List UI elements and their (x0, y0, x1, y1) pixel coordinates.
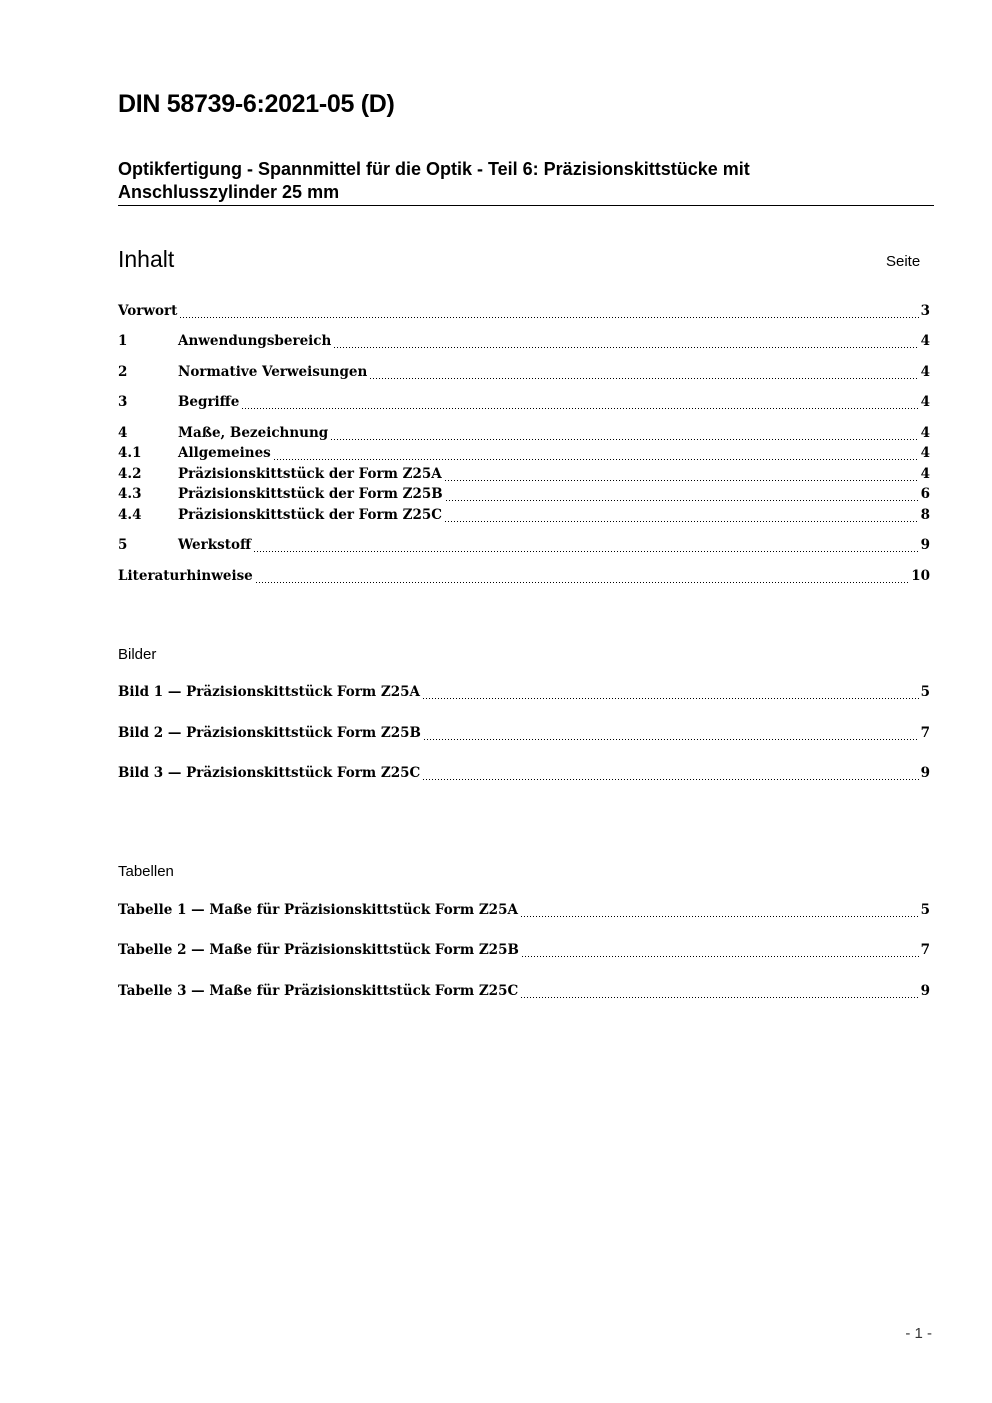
figure-entry-label: Bild 2 — Präzisionskittstück Form Z25B (118, 725, 421, 741)
dot-leader (444, 480, 919, 481)
toc-entry-label: Präzisionskittstück der Form Z25B (178, 486, 443, 502)
figure-entry-3[interactable] (118, 765, 930, 785)
toc-entry-page: 4 (920, 333, 930, 349)
toc-entry-label: Normative Verweisungen (178, 364, 368, 380)
toc-entry-page: 6 (920, 486, 930, 502)
dot-leader (255, 582, 909, 583)
table-entry-page: 9 (920, 983, 930, 999)
toc-entry-3[interactable] (118, 394, 930, 414)
toc-entry-number: 2 (118, 364, 128, 380)
toc-entry-5[interactable] (118, 537, 930, 557)
toc-entry-4-3[interactable] (118, 486, 930, 506)
toc-entry-page: 10 (911, 568, 930, 584)
toc-entry-4-2[interactable] (118, 466, 930, 486)
figure-entry-label: Bild 1 — Präzisionskittstück Form Z25A (118, 684, 420, 700)
dot-leader (521, 956, 919, 957)
toc-entry-page: 4 (920, 445, 930, 461)
toc-entry-page: 8 (920, 507, 930, 523)
toc-entry-number: 4.2 (118, 466, 142, 482)
toc-entry-number: 3 (118, 394, 128, 410)
dot-leader (273, 459, 919, 460)
toc-entry-page: 4 (920, 394, 930, 410)
toc-entry-number: 4 (118, 425, 128, 441)
toc-entry-4[interactable] (118, 425, 930, 445)
dot-leader (369, 378, 918, 379)
figure-entry-1[interactable] (118, 684, 930, 704)
toc-entry-1[interactable] (118, 333, 930, 353)
figure-entry-page: 5 (920, 684, 930, 700)
table-entry-page: 5 (920, 902, 930, 918)
page-column-label: Seite (886, 253, 921, 270)
toc-entry-label: Begriffe (178, 394, 240, 410)
dot-leader (179, 317, 918, 318)
figure-entry-2[interactable] (118, 725, 930, 745)
toc-entry-number: 5 (118, 537, 128, 553)
toc-entry-label: Werkstoff (178, 537, 252, 553)
toc-entry-number: 4.1 (118, 445, 142, 461)
toc-entry-page: 3 (920, 303, 930, 319)
toc-entry-page: 4 (920, 466, 930, 482)
dot-leader (241, 408, 918, 409)
figure-entry-label: Bild 3 — Präzisionskittstück Form Z25C (118, 765, 421, 781)
toc-entry-number: 4.3 (118, 486, 142, 502)
toc-entry-label: Präzisionskittstück der Form Z25A (178, 466, 442, 482)
dot-leader (423, 739, 919, 740)
document-title (118, 158, 918, 204)
toc-entry-label: Anwendungsbereich (178, 333, 332, 349)
dot-leader (422, 698, 919, 699)
dot-leader (333, 347, 918, 348)
document-title-line-2: Anschlusszylinder 25 mm (118, 182, 340, 202)
toc-entry-page: 4 (920, 425, 930, 441)
dot-leader (520, 997, 918, 998)
toc-entry-literaturhinweise[interactable] (118, 568, 930, 588)
dot-leader (444, 521, 919, 522)
toc-entry-label: Literaturhinweise (118, 568, 253, 584)
toc-entry-4-4[interactable] (118, 507, 930, 527)
dot-leader (422, 779, 918, 780)
table-entry-label: Tabelle 2 — Maße für Präzisionskittstück Form Z25B (118, 942, 519, 958)
table-entry-page: 7 (920, 942, 930, 958)
dot-leader (253, 551, 919, 552)
toc-entry-2[interactable] (118, 364, 930, 384)
table-entry-3[interactable] (118, 983, 930, 1003)
dot-leader (520, 916, 919, 917)
page-number: - 1 - (905, 1325, 932, 1342)
toc-entry-page: 9 (920, 537, 930, 553)
document-id: DIN 58739-6:2021-05 (D) (118, 90, 395, 118)
figure-entry-page: 7 (920, 725, 930, 741)
toc-entry-label: Präzisionskittstück der Form Z25C (178, 507, 443, 523)
dot-leader (445, 500, 919, 501)
document-title-line-1: Optikfertigung - Spannmittel für die Optik - Teil 6: Präzisionskittstücke mit (118, 159, 750, 179)
table-entry-2[interactable] (118, 942, 930, 962)
table-entry-label: Tabelle 1 — Maße für Präzisionskittstück Form Z25A (118, 902, 518, 918)
toc-entry-number: 4.4 (118, 507, 142, 523)
title-divider (118, 205, 934, 206)
toc-entry-label: Vorwort (118, 303, 178, 319)
figure-entry-page: 9 (920, 765, 930, 781)
table-entry-1[interactable] (118, 902, 930, 922)
tables-heading: Tabellen (118, 863, 174, 880)
toc-entry-label: Maße, Bezeichnung (178, 425, 329, 441)
dot-leader (330, 439, 918, 440)
toc-entry-4-1[interactable] (118, 445, 930, 465)
toc-entry-number: 1 (118, 333, 128, 349)
toc-entry-page: 4 (920, 364, 930, 380)
figures-heading: Bilder (118, 646, 157, 663)
contents-heading: Inhalt (118, 246, 175, 272)
table-entry-label: Tabelle 3 — Maße für Präzisionskittstück Form Z25C (118, 983, 519, 999)
toc-entry-vorwort[interactable] (118, 303, 930, 323)
toc-entry-label: Allgemeines (178, 445, 271, 461)
